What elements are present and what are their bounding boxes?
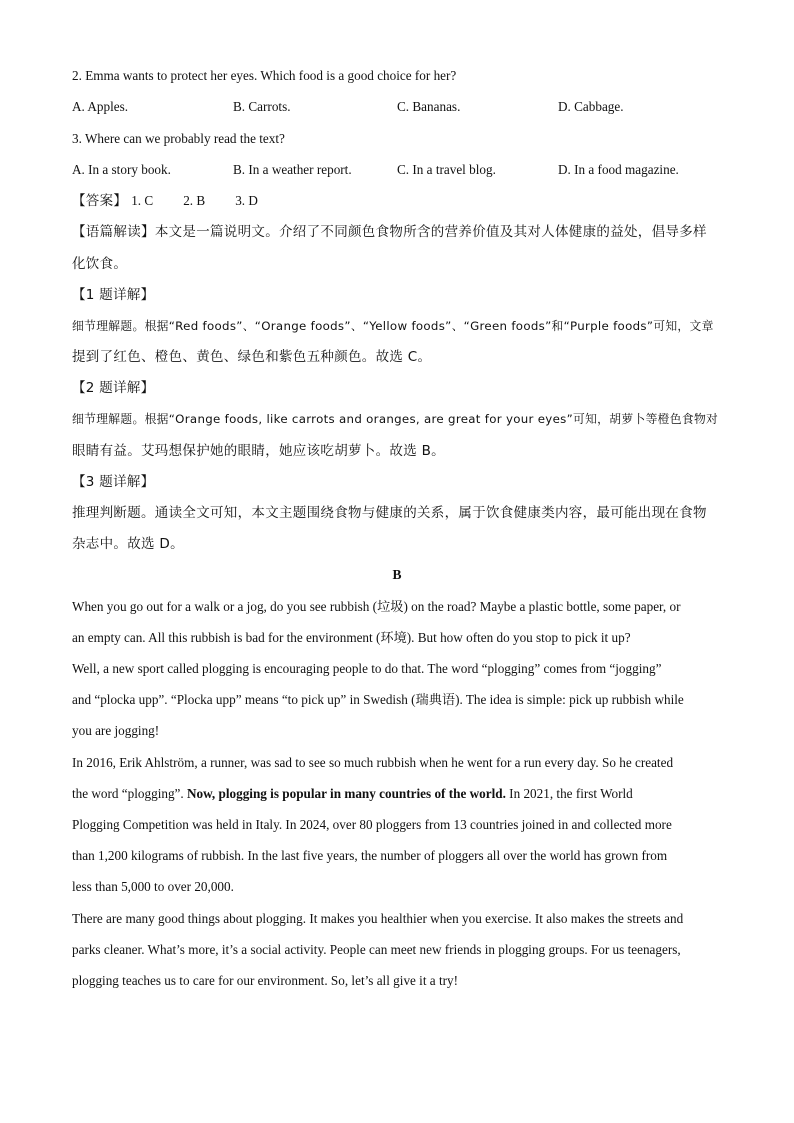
detail-1-heading: 【1 题详解】	[72, 287, 155, 303]
passage-b-p4-line-3: plogging teaches us to care for our environment. So, let’s all give it a try!	[72, 973, 458, 988]
analysis-line-2: 化饮食。	[72, 256, 128, 272]
passage-b-p3-line-2	[72, 785, 633, 803]
question-3-option-b: B. In a weather report.	[233, 162, 352, 177]
question-2-option-b: B. Carrots.	[233, 99, 291, 114]
passage-b-p4-line-1: There are many good things about plogging. It makes you healthier when you exercise. It also makes the streets and	[72, 911, 684, 926]
passage-b-p1-line-1: When you go out for a walk or a jog, do you see rubbish (垃圾) on the road? Maybe a plastic bottle, some paper, or	[72, 599, 681, 614]
detail-3-heading: 【3 题详解】	[72, 474, 155, 490]
bold-sentence: Now, plogging is popular in many countries of the world.	[187, 786, 506, 801]
answer-1: 1. C	[131, 193, 154, 208]
passage-b-p3-line-1: In 2016, Erik Ahlström, a runner, was sad to see so much rubbish when he went for a run every day. So he created	[72, 755, 674, 770]
analysis-line-1	[72, 223, 707, 241]
detail-1-line-1: 细节理解题。根据“Red foods”、“Orange foods”、“Yellow foods”、“Green foods”和“Purple foods”可知，文章	[72, 319, 714, 333]
question-3-stem: 3. Where can we probably read the text?	[72, 131, 285, 146]
analysis-text: 本文是一篇说明文。介绍了不同颜色食物所含的营养价值及其对人体健康的益处，倡导多样	[154, 224, 707, 240]
detail-2-line-1: 细节理解题。根据“Orange foods, like carrots and oranges, are great for your eyes”可知，胡萝卜等橙色食物对	[72, 412, 719, 426]
answer-label: 【答案】	[72, 193, 128, 209]
passage-b-p2-line-3: you are jogging!	[72, 723, 160, 738]
passage-b-p4-line-2: parks cleaner. What’s more, it’s a social activity. People can meet new friends in plogging groups. For us teenagers,	[72, 942, 681, 957]
detail-2-line-2: 眼睛有益。艾玛想保护她的眼睛，她应该吃胡萝卜。故选 B。	[72, 443, 445, 459]
passage-b-p1-line-2: an empty can. All this rubbish is bad for the environment (环境). But how often do you stop to pick it up?	[72, 630, 631, 645]
question-2-option-a: A. Apples.	[72, 99, 129, 114]
passage-b-p3-line-3: Plogging Competition was held in Italy. In 2024, over 80 ploggers from 13 countries joined in and collected more	[72, 817, 672, 832]
passage-b-p3-line-4: than 1,200 kilograms of rubbish. In the last five years, the number of ploggers all over the world has grown from	[72, 848, 668, 863]
p3-line-2-start: the word “plogging”.	[72, 786, 187, 801]
question-2-option-c: C. Bananas.	[397, 99, 461, 114]
passage-b-p2-line-2: and “plocka upp”. “Plocka upp” means “to pick up” in Swedish (瑞典语). The idea is simple: pick up rubbish while	[72, 692, 684, 707]
detail-3-line-1: 推理判断题。通读全文可知，本文主题围绕食物与健康的关系，属于饮食健康类内容，最可能出现在食物	[72, 505, 707, 521]
passage-b-p3-line-5: less than 5,000 to over 20,000.	[72, 879, 234, 894]
answer-2: 2. B	[183, 193, 206, 208]
answer-3: 3. D	[235, 193, 258, 208]
passage-b-title: B	[392, 567, 402, 582]
detail-3-line-2: 杂志中。故选 D。	[72, 536, 184, 552]
analysis-label: 【语篇解读】	[72, 224, 155, 240]
p3-line-2-end: In 2021, the first World	[505, 786, 633, 801]
question-3-option-c: C. In a travel blog.	[397, 162, 496, 177]
question-3-option-a: A. In a story book.	[72, 162, 171, 177]
detail-1-line-2: 提到了红色、橙色、黄色、绿色和紫色五种颜色。故选 C。	[72, 349, 432, 365]
detail-2-heading: 【2 题详解】	[72, 380, 155, 396]
question-2-option-d: D. Cabbage.	[558, 99, 624, 114]
answer-line	[72, 192, 258, 210]
question-3-option-d: D. In a food magazine.	[558, 162, 679, 177]
passage-b-p2-line-1: Well, a new sport called plogging is encouraging people to do that. The word “plogging” comes from “jogging”	[72, 661, 662, 676]
question-2-stem: 2. Emma wants to protect her eyes. Which food is a good choice for her?	[72, 68, 457, 83]
